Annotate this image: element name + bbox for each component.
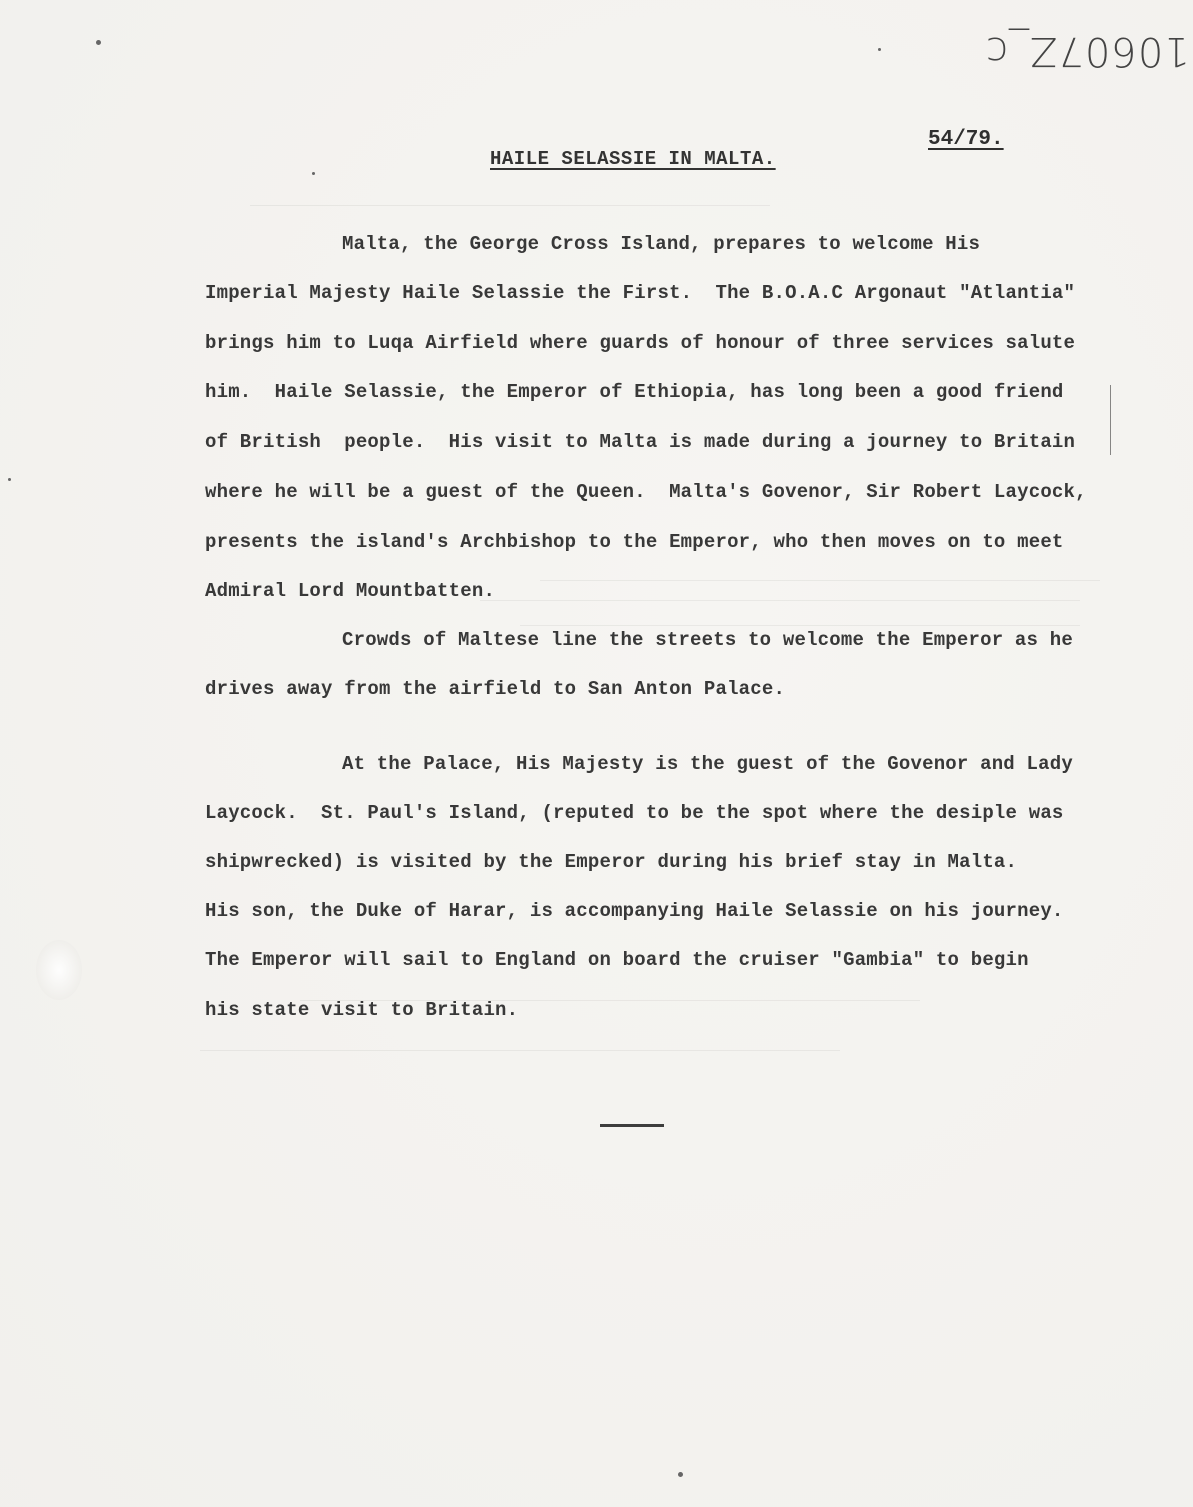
bleed-through-line <box>480 600 1080 601</box>
body-line: his state visit to Britain. <box>205 999 519 1021</box>
speck <box>878 48 881 51</box>
punch-hole-shadow <box>36 940 82 1000</box>
body-line: Laycock. St. Paul's Island, (reputed to be the spot where the desiple was <box>205 802 1064 824</box>
body-line: him. Haile Selassie, the Emperor of Ethiopia, has long been a good friend <box>205 381 1064 403</box>
body-line: Imperial Majesty Haile Selassie the First. The B.O.A.C Argonaut "Atlantia" <box>205 282 1076 304</box>
body-line: shipwrecked) is visited by the Emperor during his brief stay in Malta. <box>205 851 1018 873</box>
body-line: of British people. His visit to Malta is made during a journey to Britain <box>205 431 1076 453</box>
bleed-through-line <box>520 625 1080 626</box>
reference-number: 54/79. <box>928 128 1004 151</box>
body-line: where he will be a guest of the Queen. Malta's Govenor, Sir Robert Laycock, <box>205 481 1087 503</box>
bleed-through-line <box>200 1050 840 1051</box>
body-line: The Emperor will sail to England on board the cruiser "Gambia" to begin <box>205 949 1029 971</box>
speck <box>8 478 11 481</box>
body-line: presents the island's Archbishop to the Emperor, who then moves on to meet <box>205 531 1064 553</box>
body-line: Admiral Lord Mountbatten. <box>205 580 496 602</box>
closing-rule <box>600 1124 664 1127</box>
speck <box>312 172 315 175</box>
speck <box>678 1472 683 1477</box>
speck <box>96 40 101 45</box>
body-line: At the Palace, His Majesty is the guest of the Govenor and Lady <box>342 753 1073 775</box>
body-line: drives away from the airfield to San Anton Palace. <box>205 678 786 700</box>
archive-code-handwritten: 10607Z_c <box>985 28 1190 74</box>
document-title: HAILE SELASSIE IN MALTA. <box>490 148 776 170</box>
body-line: Crowds of Maltese line the streets to welcome the Emperor as he <box>342 629 1073 651</box>
body-line: brings him to Luqa Airfield where guards of honour of three services salute <box>205 332 1076 354</box>
margin-pen-mark <box>1110 385 1111 455</box>
body-line: His son, the Duke of Harar, is accompanying Haile Selassie on his journey. <box>205 900 1064 922</box>
bleed-through-line <box>250 205 770 206</box>
bleed-through-line <box>540 580 1100 581</box>
body-line: Malta, the George Cross Island, prepares to welcome His <box>342 233 981 255</box>
